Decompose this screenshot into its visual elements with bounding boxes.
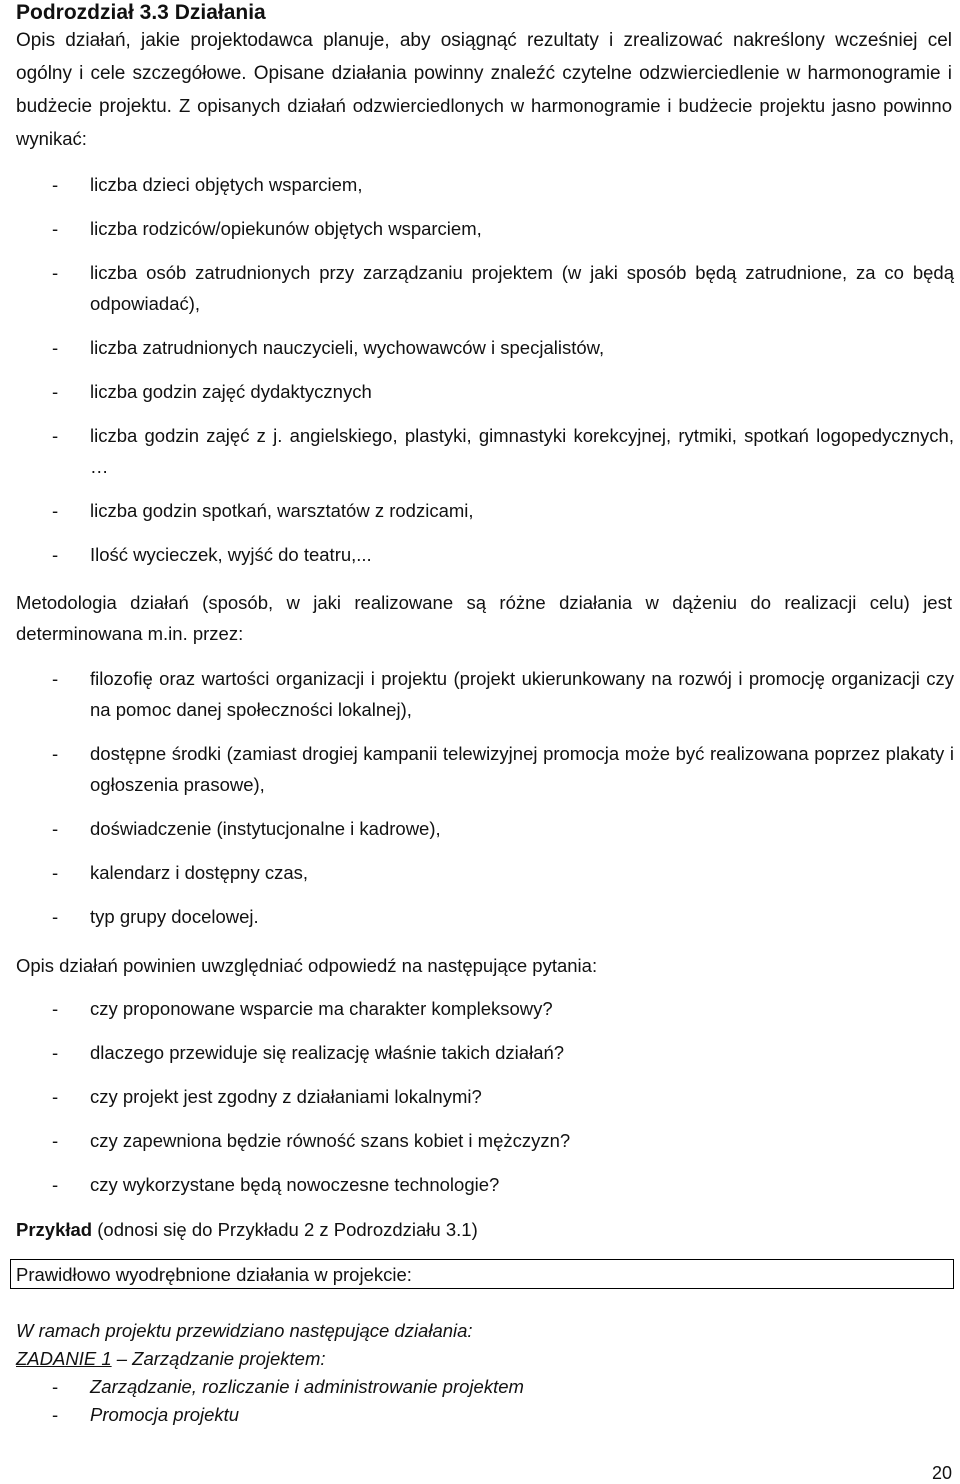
example-box: Prawidłowo wyodrębnione działania w projekcie: <box>10 1259 954 1289</box>
intro-paragraph <box>16 24 952 156</box>
example-reference: (odnosi się do Przykładu 2 z Podrozdziału 3.1) <box>92 1219 478 1240</box>
list-item: - liczba osób zatrudnionych przy zarządzaniu projektem (w jaki sposób będą zatrudnione, za co będą odpowiadać), <box>16 257 954 319</box>
list-item: - liczba godzin zajęć z j. angielskiego, plastyki, gimnastyki korekcyjnej, rytmiki, spotkań logopedycznych, … <box>16 420 954 482</box>
list-item: - liczba rodziców/opiekunów objętych wsparciem, <box>16 213 954 244</box>
task-heading <box>16 1345 952 1373</box>
list-item: - czy zapewniona będzie równość szans kobiet i mężczyzn? <box>16 1125 954 1156</box>
example-line <box>16 1214 952 1245</box>
methodology-paragraph: Metodologia działań (sposób, w jaki realizowane są różne działania w dążeniu do realizacji celu) jest determinowana m.in. przez: <box>16 592 952 644</box>
list-item: - Ilość wycieczek, wyjść do teatru,... <box>16 539 954 570</box>
list-item: - liczba godzin spotkań, warsztatów z rodzicami, <box>16 495 954 526</box>
list-item: - Zarządzanie, rozliczanie i administrowanie projektem <box>16 1373 954 1401</box>
list-item: - liczba godzin zajęć dydaktycznych <box>16 376 954 407</box>
list-item: - doświadczenie (instytucjonalne i kadrowe), <box>16 813 954 844</box>
intro-part-2: Z opisanych działań odzwierciedlonych w harmonogramie i budżecie projektu jasno powinno wynikać: <box>16 95 953 149</box>
example-label: Przykład <box>16 1219 93 1240</box>
questions-list <box>16 993 954 1200</box>
requirements-list <box>16 169 954 570</box>
task-title: – Zarządzanie projektem: <box>111 1348 326 1369</box>
list-item: - czy projekt jest zgodny z działaniami lokalnymi? <box>16 1081 954 1112</box>
intro-part-1: Opis działań, jakie projektodawca planuje, aby osiągnąć rezultaty i zrealizować nakreślony wcześniej cel ogólny i cele szczegółowe. Opisane działania powinny znaleźć czytelne odzwierciedlenie w harmonogramie i budżecie projektu. <box>16 30 952 117</box>
list-item: - dostępne środki (zamiast drogiej kampanii telewizyjnej promocja może być realizowana poprzez plakaty i ogłoszenia prasowe), <box>16 738 954 800</box>
methodology-list <box>16 663 954 932</box>
list-item: - liczba dzieci objętych wsparciem, <box>16 169 954 200</box>
list-item: - filozofię oraz wartości organizacji i projektu (projekt ukierunkowany na rozwój i promocję organizacji czy na pomoc danej społeczności lokalnej), <box>16 663 954 725</box>
questions-intro: Opis działań powinien uwzględniać odpowiedź na następujące pytania: <box>16 955 598 976</box>
list-item: - kalendarz i dostępny czas, <box>16 857 954 888</box>
list-item: - czy wykorzystane będą nowoczesne technologie? <box>16 1169 954 1200</box>
list-item: - czy proponowane wsparcie ma charakter kompleksowy? <box>16 993 954 1024</box>
list-item: - Promocja projektu <box>16 1401 954 1429</box>
list-item: - liczba zatrudnionych nauczycieli, wychowawców i specjalistów, <box>16 332 954 363</box>
example-intro: W ramach projektu przewidziano następujące działania: <box>16 1320 473 1341</box>
task-label: ZADANIE 1 <box>16 1348 112 1369</box>
list-item: - typ grupy docelowej. <box>16 901 954 932</box>
page-number: 20 <box>931 1463 952 1483</box>
task-list <box>16 1373 954 1429</box>
list-item: - dlaczego przewiduje się realizację właśnie takich działań? <box>16 1037 954 1068</box>
section-heading: Podrozdział 3.3 Działania <box>16 1 266 24</box>
